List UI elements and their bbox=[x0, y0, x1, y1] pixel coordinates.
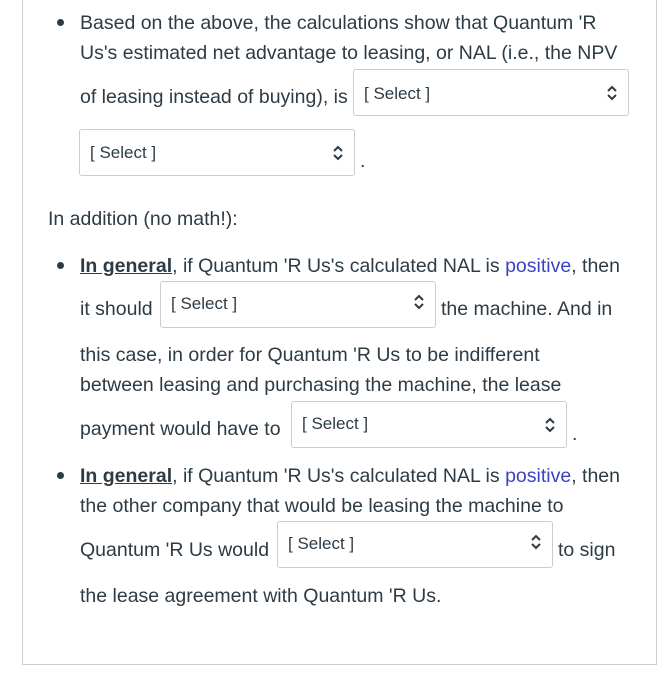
in-general-label: In general bbox=[80, 465, 173, 487]
bullet3-line1: In general, if Quantum 'R Us's calculated NAL is positive, then bbox=[80, 465, 620, 487]
bullet2-line4: between leasing and purchasing the machine, the lease bbox=[80, 374, 562, 396]
bullet1-line1: Based on the above, the calculations show that Quantum 'R bbox=[80, 12, 597, 34]
bullet-dot bbox=[57, 19, 64, 26]
bullet3-line3-start: Quantum 'R Us would bbox=[80, 539, 270, 561]
bullet3-line3-end: to sign bbox=[558, 539, 616, 561]
select-placeholder: [ Select ] bbox=[364, 84, 431, 103]
chevron-up-down-icon bbox=[606, 85, 618, 101]
should-action-select[interactable] bbox=[160, 281, 436, 328]
bullet2-line2-start: it should bbox=[80, 298, 153, 320]
select-placeholder: [ Select ] bbox=[288, 534, 355, 553]
bullet2-line5-start: payment would have to bbox=[80, 418, 281, 440]
positive-word: positive bbox=[505, 465, 572, 487]
chevron-up-down-icon bbox=[544, 417, 556, 433]
bullet2-line3: this case, in order for Quantum 'R Us to be indifferent bbox=[80, 344, 540, 366]
bullet1-line2: Us's estimated net advantage to leasing, or NAL (i.e., the NPV bbox=[80, 42, 618, 64]
bullet1-line3: of leasing instead of buying), is bbox=[80, 86, 348, 108]
bullet3-line4: the lease agreement with Quantum 'R Us. bbox=[80, 585, 442, 607]
bullet-dot bbox=[57, 262, 64, 269]
chevron-up-down-icon bbox=[332, 145, 344, 161]
bullet-dot bbox=[57, 472, 64, 479]
chevron-up-down-icon bbox=[530, 534, 542, 550]
intro-text: In addition (no math!): bbox=[48, 208, 238, 230]
bullet2-period: . bbox=[572, 423, 578, 445]
other-company-select[interactable] bbox=[277, 521, 553, 568]
nal-sign-select[interactable] bbox=[79, 129, 355, 176]
nal-value-select[interactable] bbox=[353, 69, 629, 116]
bullet2-line1: In general, if Quantum 'R Us's calculated NAL is positive, then bbox=[80, 255, 620, 277]
bullet1-period: . bbox=[360, 150, 366, 172]
select-placeholder: [ Select ] bbox=[302, 414, 369, 433]
positive-word: positive bbox=[505, 255, 572, 277]
bullet3-line2: the other company that would be leasing the machine to bbox=[80, 495, 564, 517]
in-general-label: In general bbox=[80, 255, 173, 277]
select-placeholder: [ Select ] bbox=[90, 142, 157, 162]
bullet2-line2-end: the machine. And in bbox=[441, 298, 613, 320]
select-placeholder: [ Select ] bbox=[171, 294, 238, 313]
lease-payment-select[interactable] bbox=[291, 401, 567, 448]
chevron-up-down-icon bbox=[413, 294, 425, 310]
